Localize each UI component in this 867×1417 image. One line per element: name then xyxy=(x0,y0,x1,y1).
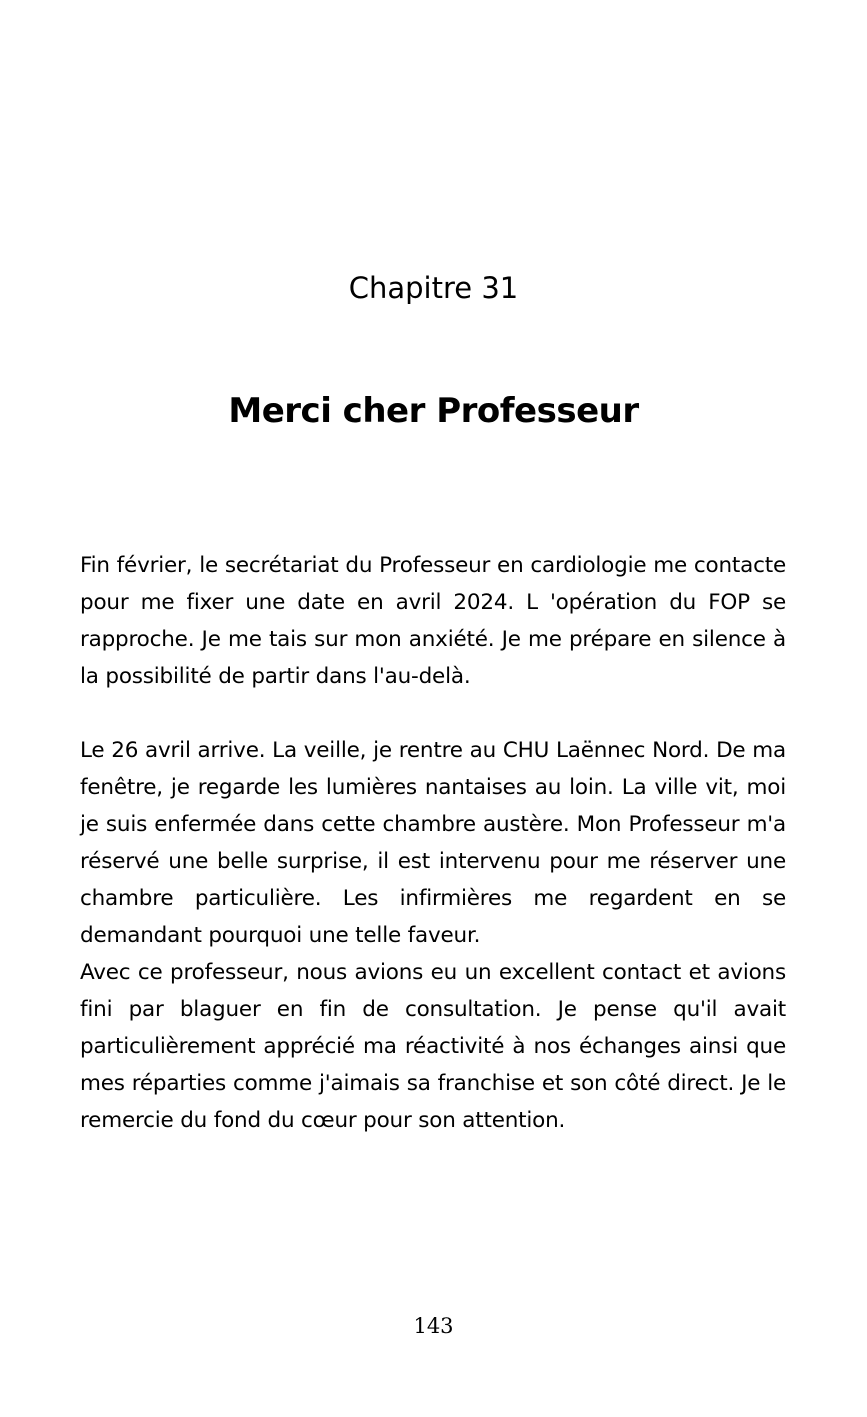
paragraph-2: Le 26 avril arrive. La veille, je rentre au CHU Laënnec Nord. De ma fenêtre, je regarde les lumières nantaises au loin. La ville vit, moi je suis enfermée dans cette chambre austère. Mon Professeur m'a réservé une belle surprise, il est intervenu pour me réserver une chambre particulière. Les infirmières me regardent en se demandant pourquoi une telle faveur. xyxy=(80,738,786,948)
paragraph-3: Avec ce professeur, nous avions eu un excellent contact et avions fini par blaguer en fin de consultation. Je pense qu'il avait particulièrement apprécié ma réactivité à nos échanges ainsi que mes réparties comme j'aimais sa franchise et son côté direct. Je le remercie du fond du cœur pour son attention. xyxy=(80,960,786,1133)
page-number: 143 xyxy=(413,1314,454,1338)
body-text xyxy=(80,547,786,1139)
chapter-label: Chapitre 31 xyxy=(348,271,519,305)
paragraph-1: Fin février, le secrétariat du Professeur en cardiologie me contacte pour me fixer une date en avril 2024. L 'opération du FOP se rapproche. Je me tais sur mon anxiété. Je me prépare en silence à la possibilité de partir dans l'au-delà. xyxy=(80,553,786,689)
chapter-title: Merci cher Professeur xyxy=(228,391,639,431)
